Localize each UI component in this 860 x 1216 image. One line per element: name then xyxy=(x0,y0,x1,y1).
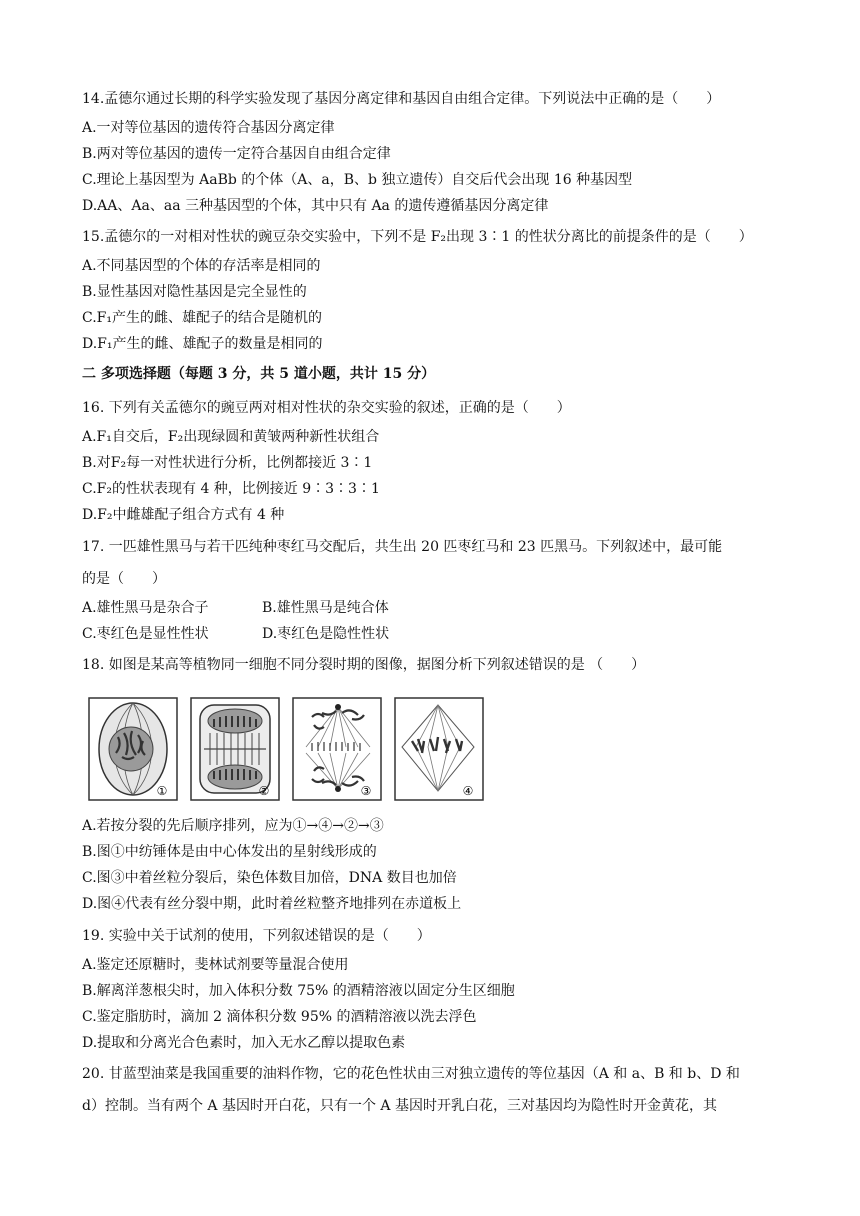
q19-option-b: B.解离洋葱根尖时，加入体积分数 75% 的酒精溶液以固定分生区细胞 xyxy=(82,983,515,999)
figure-2-telophase xyxy=(190,697,280,801)
section-heading: 二 多项选择题（每题 3 分，共 5 道小题，共计 15 分） xyxy=(82,366,436,382)
q17-option-b: B.雄性黑马是纯合体 xyxy=(262,600,389,616)
figure-4-label: ④ xyxy=(462,784,474,798)
q18-option-a: A.若按分裂的先后顺序排列，应为①→④→②→③ xyxy=(82,818,384,834)
figure-3-anaphase xyxy=(292,697,382,801)
q17-option-d: D.枣红色是隐性性状 xyxy=(262,626,390,642)
q20-stem-line1: 20. 甘蓝型油菜是我国重要的油料作物，它的花色性状由三对独立遗传的等位基因（A 和 a、B 和 b、D 和 xyxy=(82,1066,740,1082)
q19-option-c: C.鉴定脂肪时，滴加 2 滴体积分数 95% 的酒精溶液以洗去浮色 xyxy=(82,1009,477,1025)
q15-stem: 15.孟德尔的一对相对性状的豌豆杂交实验中，下列不是 F₂出现 3∶1 的性状分离比的前提条件的是（ ） xyxy=(82,229,753,245)
figure-1-label: ① xyxy=(156,784,168,798)
q18-option-d: D.图④代表有丝分裂中期，此时着丝粒整齐地排列在赤道板上 xyxy=(82,896,462,912)
q15-option-a: A.不同基因型的个体的存活率是相同的 xyxy=(82,258,321,274)
q16-stem: 16. 下列有关孟德尔的豌豆两对相对性状的杂交实验的叙述，正确的是（ ） xyxy=(82,400,571,416)
q16-option-c: C.F₂的性状表现有 4 种，比例接近 9∶3∶3∶1 xyxy=(82,481,380,497)
cell-division-figures xyxy=(88,697,488,803)
q17-stem-line2: 的是（ ） xyxy=(82,571,166,587)
q14-option-b: B.两对等位基因的遗传一定符合基因自由组合定律 xyxy=(82,146,391,162)
q18-option-b: B.图①中纺锤体是由中心体发出的星射线形成的 xyxy=(82,844,377,860)
q17-stem-line1: 17. 一匹雄性黑马与若干匹纯种枣红马交配后，共生出 20 匹枣红马和 23 匹黑马。下列叙述中，最可能 xyxy=(82,539,723,555)
figure-2-label: ② xyxy=(258,784,270,798)
q17-options-row1 xyxy=(82,598,389,618)
q14-stem: 14.孟德尔通过长期的科学实验发现了基因分离定律和基因自由组合定律。下列说法中正确的是（ ） xyxy=(82,91,721,107)
q16-option-d: D.F₂中雌雄配子组合方式有 4 种 xyxy=(82,507,285,523)
q14-option-d: D.AA、Aa、aa 三种基因型的个体，其中只有 Aa 的遗传遵循基因分离定律 xyxy=(82,198,549,214)
q15-option-c: C.F₁产生的雌、雄配子的结合是随机的 xyxy=(82,310,322,326)
q19-option-a: A.鉴定还原糖时，斐林试剂要等量混合使用 xyxy=(82,957,349,973)
q19-stem: 19. 实验中关于试剂的使用，下列叙述错误的是（ ） xyxy=(82,928,431,944)
q18-stem: 18. 如图是某高等植物同一细胞不同分裂时期的图像，据图分析下列叙述错误的是 （ ） xyxy=(82,657,646,673)
q17-options-row2 xyxy=(82,624,390,644)
q15-option-b: B.显性基因对隐性基因是完全显性的 xyxy=(82,284,307,300)
q19-option-d: D.提取和分离光合色素时，加入无水乙醇以提取色素 xyxy=(82,1035,406,1051)
q17-option-c: C.枣红色是显性性状 xyxy=(82,626,209,642)
figure-3-label: ③ xyxy=(360,784,372,798)
q20-stem-line2: d）控制。当有两个 A 基因时开白花，只有一个 A 基因时开乳白花，三对基因均为隐性时开金黄花，其 xyxy=(82,1098,717,1114)
figure-1-prophase xyxy=(88,697,178,801)
q17-option-a: A.雄性黑马是杂合子 xyxy=(82,600,209,616)
q18-option-c: C.图③中着丝粒分裂后，染色体数目加倍，DNA 数目也加倍 xyxy=(82,870,457,886)
q14-option-c: C.理论上基因型为 AaBb 的个体（A、a，B、b 独立遗传）自交后代会出现 16 种基因型 xyxy=(82,172,633,188)
q16-option-b: B.对F₂每一对性状进行分析，比例都接近 3∶1 xyxy=(82,455,373,471)
q16-option-a: A.F₁自交后，F₂出现绿圆和黄皱两种新性状组合 xyxy=(82,429,380,445)
q15-option-d: D.F₁产生的雌、雄配子的数量是相同的 xyxy=(82,336,323,352)
figure-4-metaphase xyxy=(394,697,484,801)
q14-option-a: A.一对等位基因的遗传符合基因分离定律 xyxy=(82,120,335,136)
